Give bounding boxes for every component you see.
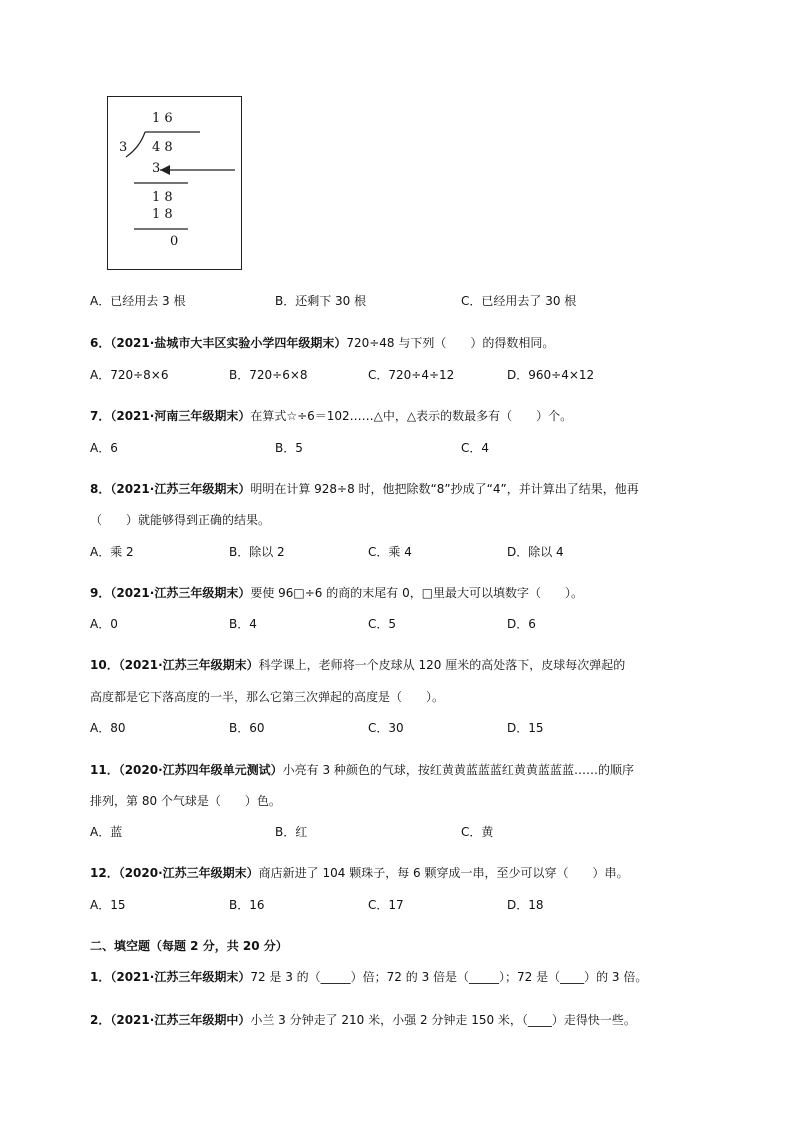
q10-option-a: A．80 [90,721,126,735]
question-source: （2020·江苏三年级期末） [118,866,259,880]
question-11 [90,761,634,778]
q6-option-c: C．720÷4÷12 [368,368,455,382]
question-source: （2021·江苏三年级期末） [110,482,251,496]
q7-option-b: B．5 [275,441,303,455]
q11-option-a: A．蓝 [90,825,123,839]
question-source: （2021·盐城市大丰区实验小学四年级期末） [110,336,347,350]
question-source: （2021·江苏三年级期中） [110,1013,251,1027]
q12-option-a: A．15 [90,898,126,912]
fill-question-2 [90,1011,636,1028]
q12-option-b: B．16 [229,898,265,912]
q6-option-a: A．720÷8×6 [90,368,169,382]
q10-option-d: D．15 [507,721,544,735]
step1-product: 3 [152,161,161,176]
q11-option-c: C．黄 [461,825,494,839]
q10-option-b: B．60 [229,721,265,735]
fill-question-1 [90,968,647,985]
divisor: 3 [119,140,128,155]
question-6 [90,334,554,351]
question-source: （2021·江苏三年级期末） [110,970,251,984]
question-text: 在算式☆÷6＝102……△中，△表示的数最多有（ ）个。 [250,409,573,423]
q5-option-b: B．还剩下 30 根 [275,294,367,308]
q9-option-d: D．6 [507,617,536,631]
section-heading: 二、填空题（每题 2 分，共 20 分） [90,939,288,953]
question-7 [90,407,572,424]
q9-option-a: A．0 [90,617,118,631]
question-source: （2021·江苏三年级期末） [110,586,251,600]
question-source: （2021·河南三年级期末） [110,409,251,423]
question-text: 明明在计算 928÷8 时，他把除数“8”抄成了“4”，并计算出了结果，他再 [250,482,639,496]
question-9 [90,584,583,601]
question-text: 科学课上，老师将一个皮球从 120 厘米的高处落下，皮球每次弹起的 [258,658,626,672]
q8-option-a: A．乘 2 [90,545,134,559]
q7-option-c: C．4 [461,441,490,455]
q5-option-c: C．已经用去了 30 根 [461,294,577,308]
question-number: 8． [90,482,111,496]
question-number: 11． [90,763,119,777]
q6-option-b: B．720÷6×8 [229,368,308,382]
q9-option-c: C．5 [368,617,397,631]
q8-option-d: D．除以 4 [507,545,564,559]
q8-option-c: C．乘 4 [368,545,412,559]
q5-option-a: A．已经用去 3 根 [90,294,186,308]
q10-text-line2: 高度都是它下落高度的一半，那么它第三次弹起的高度是（ ）。 [90,690,445,704]
quotient: 1 6 [152,111,173,126]
division-figure [107,96,242,270]
question-number: 2． [90,1013,111,1027]
q11-text-line2: 排列，第 80 个气球是（ ）色。 [90,794,281,808]
question-text: 要使 96□÷6 的商的末尾有 0，□里最大可以填数字（ ）。 [250,586,584,600]
question-number: 7． [90,409,111,423]
q6-option-d: D．960÷4×12 [507,368,595,382]
q11-option-b: B．红 [275,825,308,839]
question-text: 小亮有 3 种颜色的气球，按红黄黄蓝蓝蓝红黄黄蓝蓝蓝……的顺序 [282,763,634,777]
question-number: 12． [90,866,119,880]
dividend: 4 8 [152,140,173,155]
q12-option-c: C．17 [368,898,404,912]
q8-option-b: B．除以 2 [229,545,285,559]
q7-option-a: A．6 [90,441,118,455]
question-number: 9． [90,586,111,600]
q12-option-d: D．18 [507,898,544,912]
question-12 [90,864,628,881]
q9-option-b: B．4 [229,617,257,631]
final-remainder: 0 [170,234,179,249]
question-source: （2021·江苏三年级期末） [118,658,259,672]
question-10 [90,656,625,673]
question-text: 72 是 3 的（_____）倍；72 的 3 倍是（_____）；72 是（____）的 3 倍。 [250,970,648,984]
question-8 [90,480,639,497]
q8-text-line2: （ ）就能够得到正确的结果。 [90,513,271,527]
step2-product: 1 8 [152,207,173,222]
question-number: 10． [90,658,119,672]
question-text: 720÷48 与下列（ ）的得数相同。 [346,336,555,350]
question-text: 小兰 3 分钟走了 210 米，小强 2 分钟走 150 米，（____）走得快一些。 [250,1013,636,1027]
question-number: 6． [90,336,111,350]
q10-option-c: C．30 [368,721,404,735]
question-text: 商店新进了 104 颗珠子，每 6 颗穿成一串，至少可以穿（ ）串。 [258,866,629,880]
step2-remainder: 1 8 [152,190,173,205]
question-source: （2020·江苏四年级单元测试） [118,763,283,777]
question-number: 1． [90,970,111,984]
